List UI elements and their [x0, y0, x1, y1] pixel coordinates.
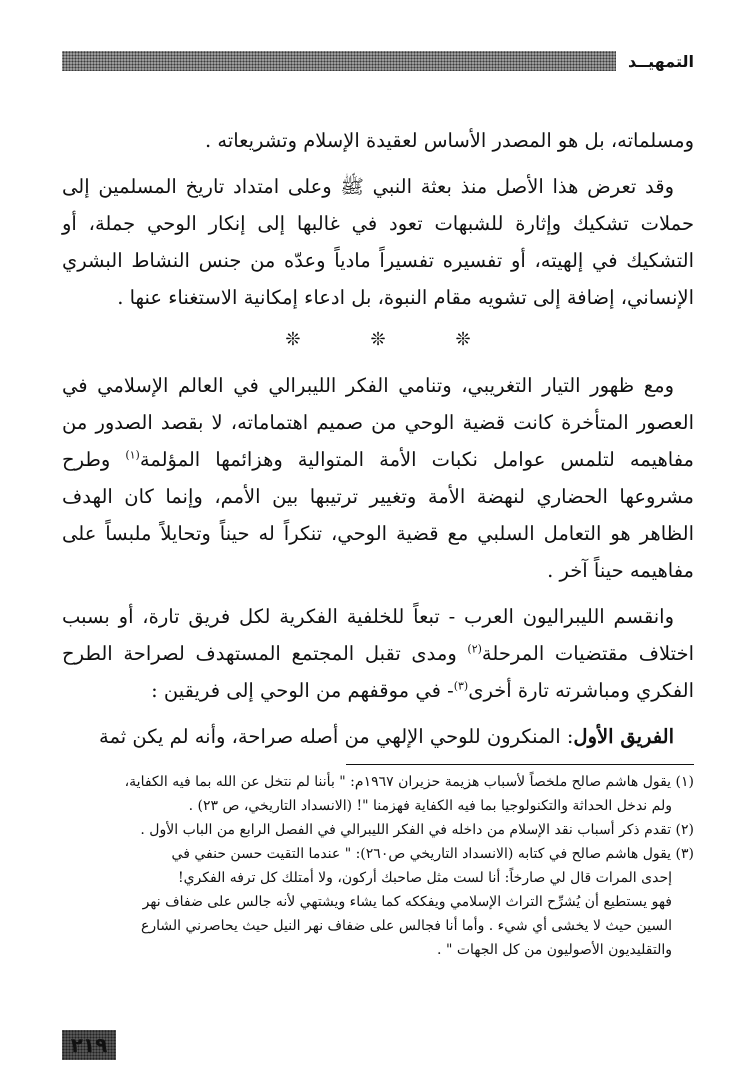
footnote-ref-3: (٣)	[453, 679, 469, 693]
paragraph-3	[62, 367, 694, 589]
star-ornament-icon: ❊	[455, 329, 471, 350]
footnote-ref-2: (٢)	[467, 642, 482, 656]
team-one-heading: الفريق الأول	[573, 725, 674, 748]
footnote-3: (٣) يقول هاشم صالح في كتابه (الانسداد التاريخي ص٢٦٠): " عندما التقيت حسن حنفي في	[171, 846, 694, 862]
footnote-3-cont: السين حيث لا يخشى أي شيء . وأما أنا فجالس على ضفاف نهر النيل حيث يحاصرني الشارع	[140, 918, 672, 934]
paragraph-3-text-cont: وطرح مشروعها الحضاري لنهضة الأمة وتغيير ترتيبها بين الأمم، وإنما كان الهدف الظاهر هو التعامل السلبي مع قضية الوحي، تنكراً له حيناً وتحايلاً ملبساً على مفاهيمه حيناً آخر .	[62, 448, 694, 582]
running-header	[62, 50, 694, 72]
footnote-1-cont: ولم ندخل الحداثة والتكنولوجيا بما فيه الكفاية فهزمنا "! (الانسداد التاريخي، ص ٢٣) .	[188, 798, 672, 814]
footnotes	[62, 770, 694, 962]
footnote-2: (٢) تقدم ذكر أسباب نقد الإسلام من داخله في الفكر الليبرالي في الفصل الرابع من الباب الأول .	[140, 822, 694, 838]
footnote-3-cont: إحدى المرات قال لي صارخاً: أنا لست مثل صاحبك أركون، ولا أمتلك كل ترفه الفكري!	[177, 870, 672, 886]
paragraph-3-text: ومع ظهور التيار التغريبي، وتنامي الفكر الليبرالي في العالم الإسلامي في العصور المتأخرة كانت قضية الوحي من صميم اهتماماته، لا بقصد الصدور من مفاهيمه لتلمس عوامل نكبات الأمة المتوالية وهزائمها المؤلمة	[62, 374, 695, 471]
paragraph-4	[62, 598, 694, 709]
footnote-3-cont: والتقليديون الأصوليون من كل الجهات " .	[437, 942, 672, 958]
paragraph-1: ومسلماته، بل هو المصدر الأساس لعقيدة الإسلام وتشريعاته .	[204, 129, 694, 152]
footnote-ref-1: (١)	[125, 448, 140, 462]
section-separator	[62, 325, 694, 355]
paragraph-5	[62, 718, 694, 755]
footnote-3-cont: فهو يستطيع أن يُشرِّح التراث الإسلامي ويفككه كما يشاء ويشتهي لأنه جالس على ضفاف نهر	[142, 894, 672, 910]
footnote-1: (١) يقول هاشم صالح ملخصاً لأسباب هزيمة حزيران ١٩٦٧م: " بأننا لم نتخل عن الله بما فيه الكفاية،	[124, 774, 694, 790]
main-text	[62, 122, 694, 764]
star-ornament-icon: ❊	[285, 329, 301, 350]
paragraph-5-text: : المنكرون للوحي الإلهي من أصله صراحة، وأنه لم يكن ثمة	[99, 725, 574, 748]
paragraph-4-text: وانقسم الليبراليون العرب - تبعاً للخلفية الفكرية لكل فريق تارة، أو بسبب اختلاف مقتضيات المرحلة	[62, 605, 694, 665]
paragraph-4-text-cont: ومدى تقبل المجتمع المستهدف لصراحة الطرح الفكري ومباشرته تارة أخرى	[62, 642, 694, 702]
paragraph-2: وقد تعرض هذا الأصل منذ بعثة النبي ﷺ وعلى امتداد تاريخ المسلمين إلى حملات تشكيك وإثارة للشبهات تعود في غالبها إلى إنكار الوحي جملة، أو التشكيك في إلهيته، أو تفسيره تفسيراً مادياً وعدّه من جنس النشاط البشري الإنساني، إضافة إلى تشويه مقام النبوة، بل ادعاء إمكانية الاستغناء عنها .	[62, 175, 694, 309]
star-ornament-icon: ❊	[370, 329, 386, 350]
header-decorative-bar	[62, 51, 616, 71]
header-title: التمهيــد	[627, 51, 694, 71]
page-number-text: ٢١٩	[70, 1033, 108, 1057]
footnote-separator	[346, 764, 694, 765]
paragraph-4-text-end: - في موقفهم من الوحي إلى فريقين :	[151, 679, 454, 702]
page-number	[62, 1030, 116, 1060]
